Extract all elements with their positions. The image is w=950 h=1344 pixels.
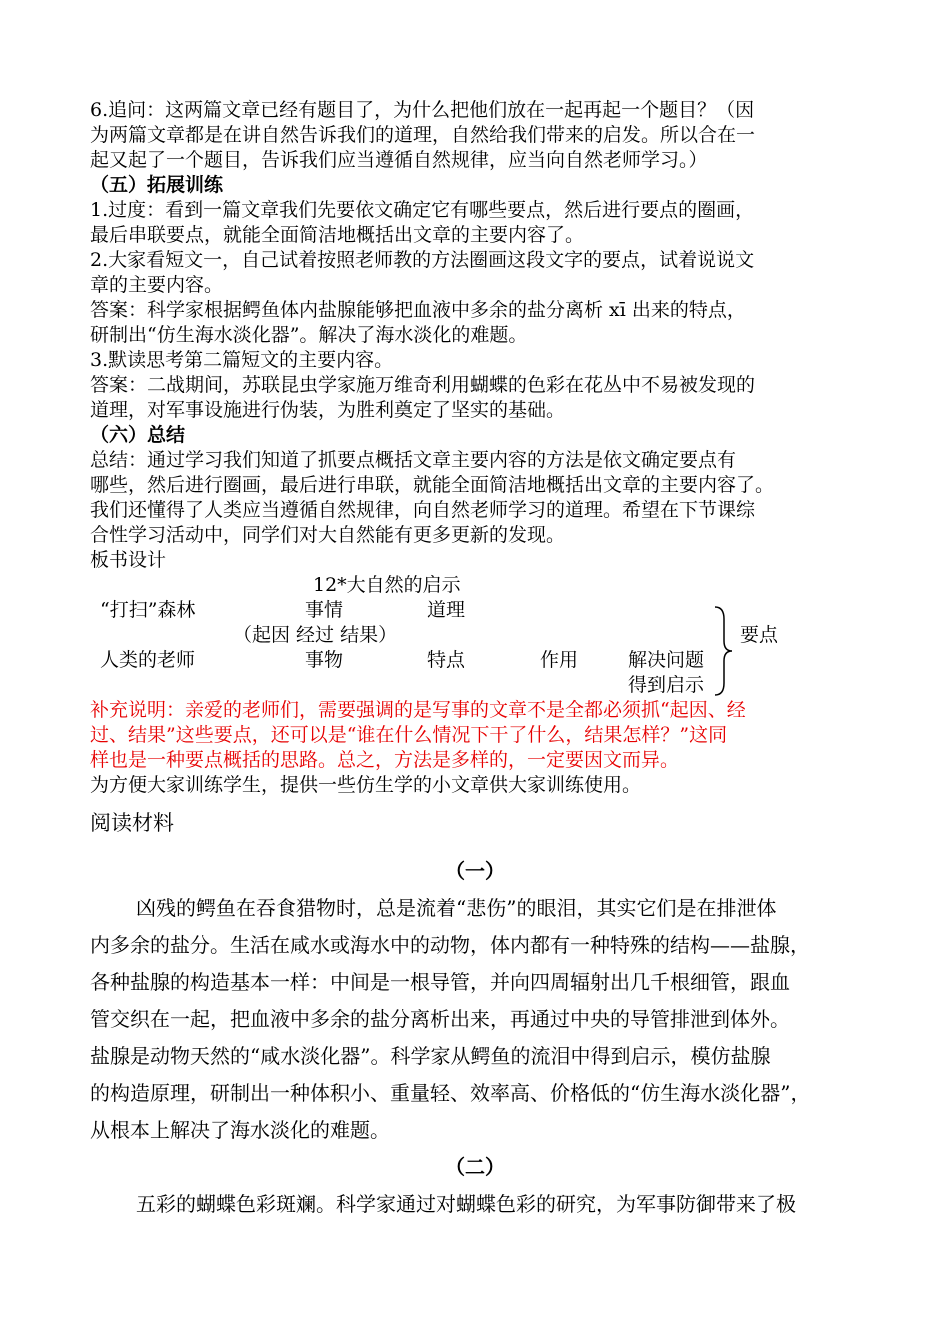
board-label: 板书设计	[90, 549, 167, 571]
board-item: 解决问题	[628, 649, 705, 671]
summary-line: 合性学习活动中，同学们对大自然能有更多更新的发现。	[90, 524, 566, 546]
board-item: 事情	[305, 599, 344, 621]
text-line: 最后串联要点，就能全面简洁地概括出文章的主要内容了。	[90, 224, 585, 246]
answer-line: 答案：二战期间，苏联昆虫学家施万维奇利用蝴蝶的色彩在花丛中不易被发现的	[90, 374, 756, 396]
summary-line: 我们还懂得了人类应当遵循自然规律，向自然老师学习的道理。希望在下节课综	[90, 499, 756, 521]
answer-line: 道理，对军事设施进行伪装，为胜利奠定了坚实的基础。	[90, 399, 566, 421]
board-item: 人类的老师	[100, 649, 196, 671]
board-item: （起因 经过 结果）	[233, 624, 398, 646]
passage-line: 从根本上解决了海水淡化的难题。	[90, 1118, 390, 1142]
summary-line: 哪些，然后进行圈画，最后进行串联，就能全面简洁地概括出文章的主要内容了。	[90, 474, 775, 496]
text-line: 起又起了一个题目，告诉我们应当遵循自然规律，应当向自然老师学习。）	[90, 149, 708, 171]
text-line: 为方便大家训练学生，提供一些仿生学的小文章供大家训练使用。	[90, 774, 642, 796]
note-line: 样也是一种要点概括的思路。总之，方法是多样的，一定要因文而异。	[90, 749, 680, 771]
passage-line: 凶残的鳄鱼在吞食猎物时，总是流着“悲伤”的眼泪，其实它们是在排泄体	[136, 896, 777, 920]
board-item: 事物	[305, 649, 344, 671]
answer-line: 答案：科学家根据鳄鱼体内盐腺能够把血液中多余的盐分离析 xī 出来的特点，	[90, 299, 746, 321]
board-item: “打扫”森林	[100, 599, 196, 621]
board-item: 道理	[427, 599, 466, 621]
answer-line: 研制出“仿生海水淡化器”。解决了海水淡化的难题。	[90, 324, 528, 346]
board-side-label: 要点	[740, 624, 779, 646]
passage-title: （二）	[445, 1155, 505, 1179]
note-line: 过、结果”这些要点，还可以是“谁在什么情况下干了什么，结果怎样？”这同	[90, 724, 728, 746]
passage-title: （一）	[445, 859, 505, 883]
section-heading: （五）拓展训练	[90, 174, 224, 196]
passage-line: 内多余的盐分。生活在咸水或海水中的动物，体内都有一种特殊的结构——盐腺，	[90, 933, 810, 957]
note-line: 补充说明：亲爱的老师们，需要强调的是写事的文章不是全都必须抓“起因、经	[90, 699, 746, 721]
text-line: 章的主要内容。	[90, 274, 224, 296]
passage-line: 五彩的蝴蝶色彩斑斓。科学家通过对蝴蝶色彩的研究，为军事防御带来了极	[136, 1192, 796, 1216]
text-line: 2.大家看短文一，自己试着按照老师教的方法圈画这段文字的要点，试着说说文	[90, 249, 755, 271]
section-heading: （六）总结	[90, 424, 186, 446]
passage-line: 的构造原理，研制出一种体积小、重量轻、效率高、价格低的“仿生海水淡化器”，	[90, 1081, 811, 1105]
passage-line: 盐腺是动物天然的“咸水淡化器”。科学家从鳄鱼的流泪中得到启示，模仿盐腺	[90, 1044, 771, 1068]
board-item: 作用	[540, 649, 579, 671]
brace-icon	[712, 605, 734, 697]
text-line: 6.追问：这两篇文章已经有题目了，为什么把他们放在一起再起一个题目？（因	[90, 99, 755, 121]
text-line: 为两篇文章都是在讲自然告诉我们的道理，自然给我们带来的启发。所以合在一	[90, 124, 756, 146]
passage-line: 管交织在一起，把血液中多余的盐分离析出来，再通过中央的导管排泄到体外。	[90, 1007, 790, 1031]
board-title: 12*大自然的启示	[313, 574, 461, 596]
summary-line: 总结：通过学习我们知道了抓要点概括文章主要内容的方法是依文确定要点有	[90, 449, 737, 471]
passage-line: 各种盐腺的构造基本一样：中间是一根导管，并向四周辐射出几千根细管，跟血	[90, 970, 790, 994]
text-line: 1.过度：看到一篇文章我们先要依文确定它有哪些要点，然后进行要点的圈画，	[90, 199, 755, 221]
reading-title: 阅读材料	[90, 811, 174, 835]
board-item: 得到启示	[628, 674, 705, 696]
board-item: 特点	[427, 649, 466, 671]
text-line: 3.默读思考第二篇短文的主要内容。	[90, 349, 394, 371]
